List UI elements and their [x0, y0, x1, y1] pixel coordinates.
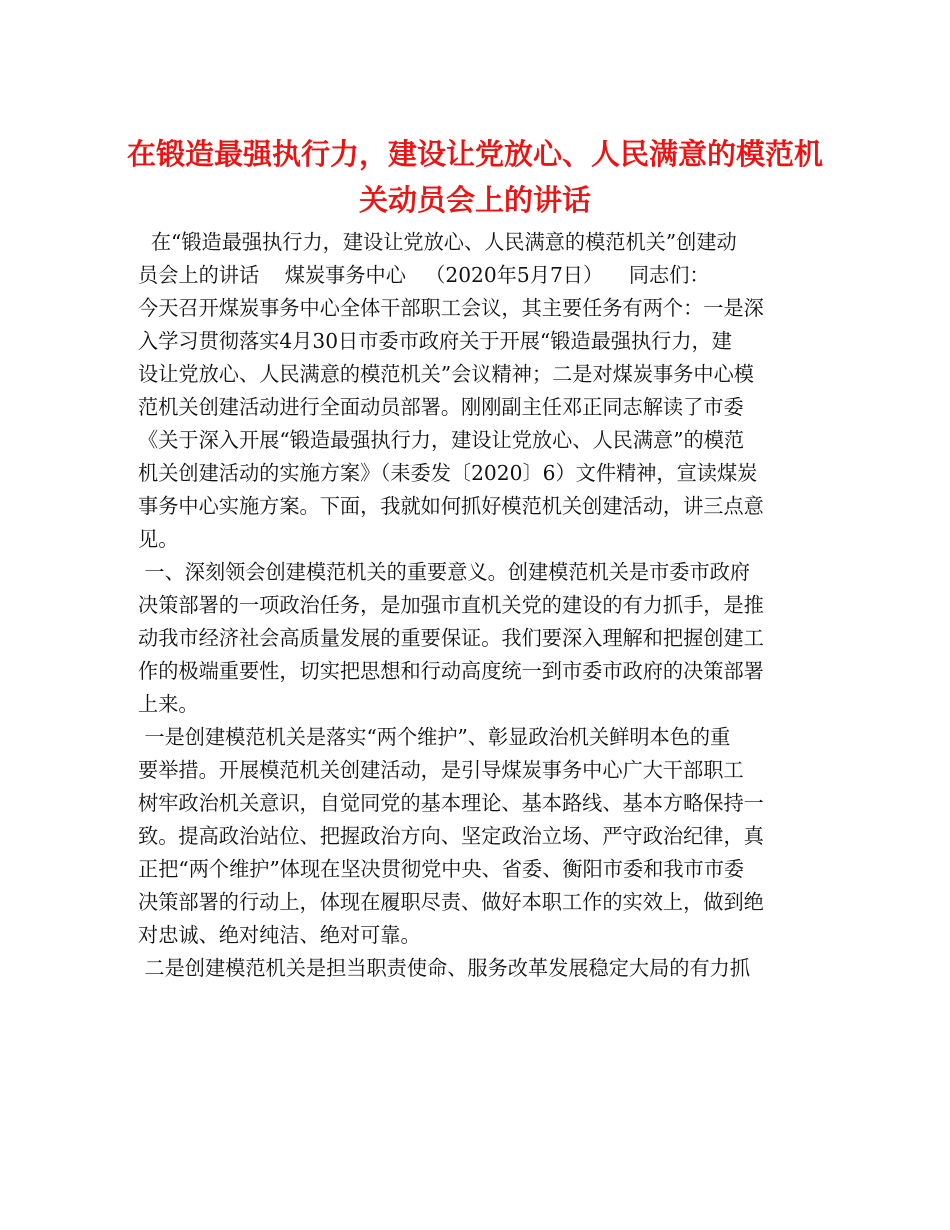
body-line-12: 决策部署的一项政治任务，是加强市直机关党的建设的有力抓手，是推: [138, 593, 764, 617]
body-line-8: 机关创建活动的实施方案》（耒委发〔2020〕6）文件精神，宣读煤炭: [138, 461, 758, 485]
body-line-3: 今天召开煤炭事务中心全体干部职工会议，其主要任务有两个：一是深: [138, 296, 764, 320]
body-line-1: 在“锻造最强执行力，建设让党放心、人民满意的模范机关”创建动: [138, 230, 737, 254]
body-line-9: 事务中心实施方案。下面，我就如何抓好模范机关创建活动，讲三点意: [138, 494, 764, 518]
body-line-18: 树牢政治机关意识，自觉同党的基本理论、基本路线、基本方略保持一: [138, 791, 764, 815]
body-line-7: 《关于深入开展“锻造最强执行力，建设让党放心、人民满意”的模范: [138, 428, 745, 452]
body-line-15: 上来。: [138, 692, 199, 716]
body-line-22: 对忠诚、绝对纯洁、绝对可靠。: [138, 923, 421, 947]
body-line-4: 入学习贯彻落实4月30日市委市政府关于开展“锻造最强执行力，建: [138, 329, 732, 353]
body-line-23: 二是创建模范机关是担当职责使命、服务改革发展稳定大局的有力抓: [138, 956, 751, 980]
body-line-10: 见。: [138, 527, 179, 551]
body-line-20: 正把“两个维护”体现在坚决贯彻党中央、省委、衡阳市委和我市市委: [138, 857, 745, 881]
body-line-19: 致。提高政治站位、把握政治方向、坚定政治立场、严守政治纪律，真: [138, 824, 764, 848]
document-title-line-1: 在锻造最强执行力，建设让党放心、人民满意的模范机: [126, 137, 823, 171]
body-line-16: 一是创建模范机关是落实“两个维护”、彰显政治机关鲜明本色的重: [138, 725, 731, 749]
body-line-6: 范机关创建活动进行全面动员部署。刚刚副主任邓正同志解读了市委: [138, 395, 744, 419]
body-line-5: 设让党放心、人民满意的模范机关”会议精神；二是对煤炭事务中心模: [138, 362, 754, 386]
body-line-13: 动我市经济社会高质量发展的重要保证。我们要深入理解和把握创建工: [138, 626, 764, 650]
body-line-2: 员会上的讲话 煤炭事务中心 （2020年5月7日） 同志们：: [138, 263, 710, 287]
body-line-21: 决策部署的行动上，体现在履职尽责、做好本职工作的实效上，做到绝: [138, 890, 764, 914]
body-line-14: 作的极端重要性，切实把思想和行动高度统一到市委市政府的决策部署: [138, 659, 764, 683]
body-line-11: 一、深刻领会创建模范机关的重要意义。创建模范机关是市委市政府: [138, 560, 751, 584]
document-title-line-2: 关动员会上的讲话: [358, 183, 591, 217]
body-line-17: 要举措。开展模范机关创建活动，是引导煤炭事务中心广大干部职工: [138, 758, 744, 782]
